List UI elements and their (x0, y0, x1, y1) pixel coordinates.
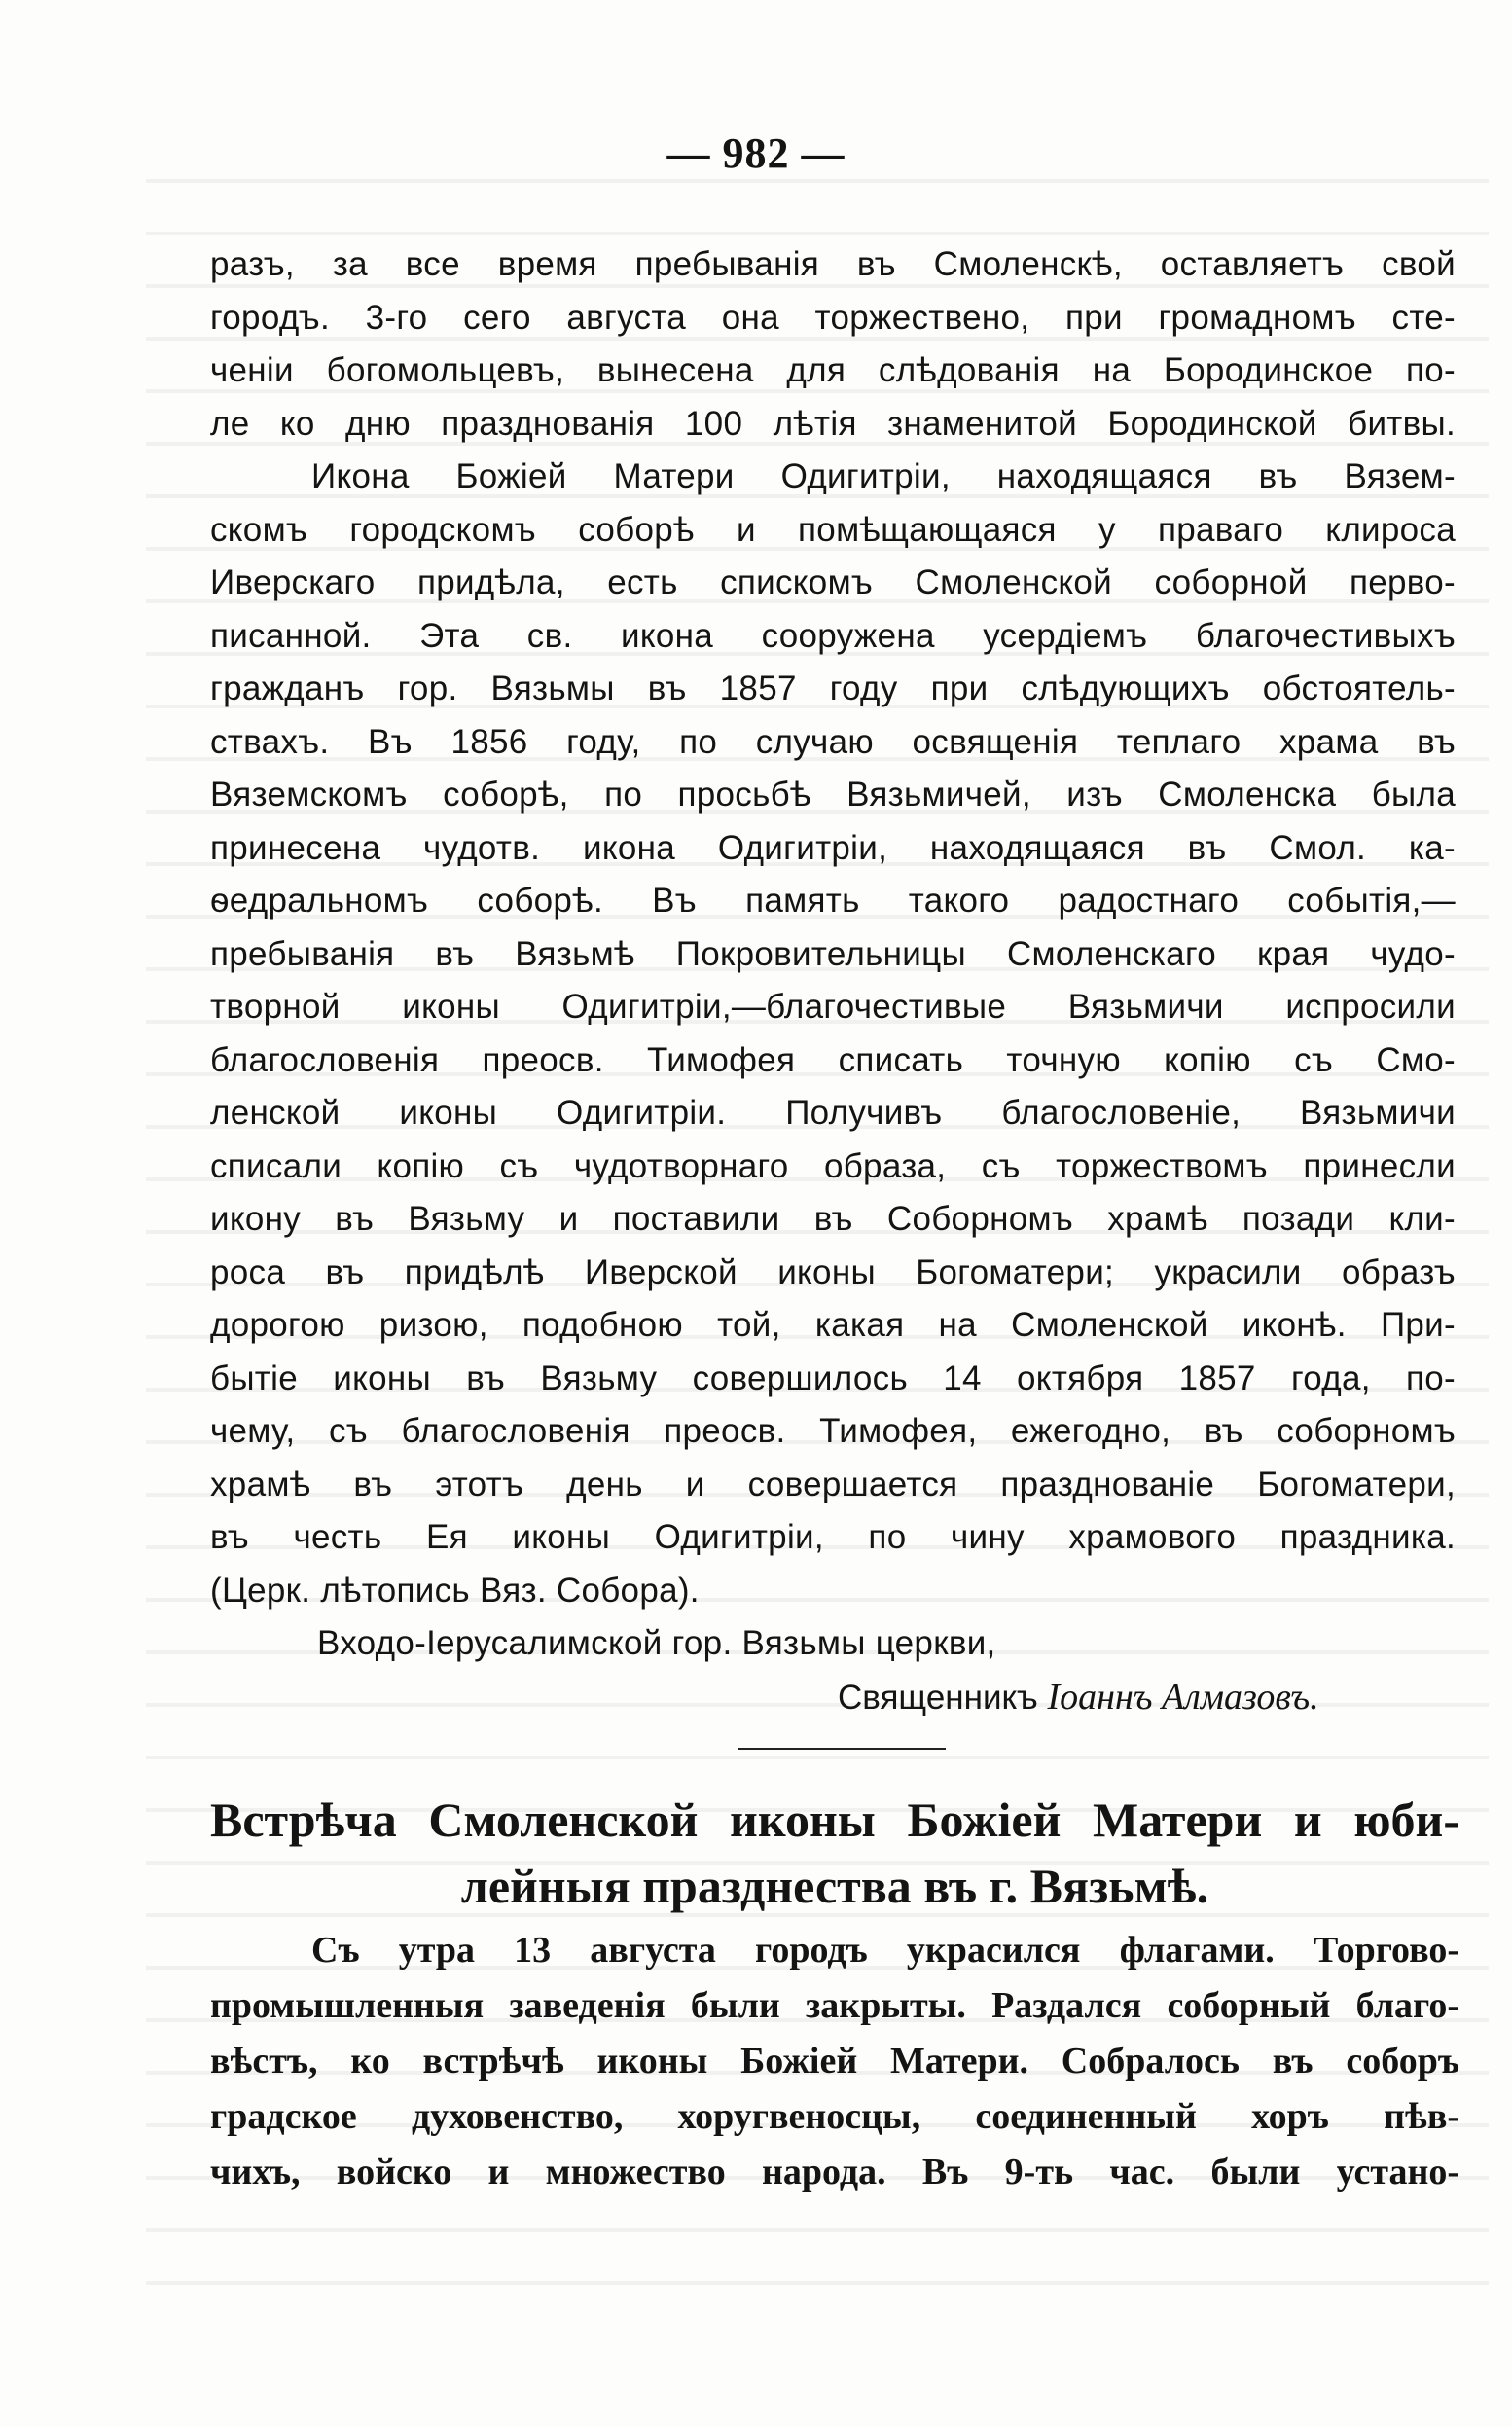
body-line: писанной. Эта св. икона сооружена усердіемъ благочестивыхъ (210, 616, 1456, 655)
body-line: скомъ городскомъ соборѣ и помѣщающаяся у праваго клироса (210, 510, 1456, 549)
body-line: чему, съ благословенія преосв. Тимофея, ежегодно, въ соборномъ (210, 1412, 1456, 1450)
body-line: благословенія преосв. Тимофея списать точную копію съ Смо- (210, 1040, 1456, 1079)
section-divider (738, 1748, 946, 1750)
body-line: творной иконы Одигитріи,—благочестивые Вязьмичи испросили (210, 988, 1456, 1026)
heading-line: Встрѣча Смоленской иконы Божіей Матери и юби- (210, 1793, 1459, 1847)
body-line: Иверскаго придѣла, есть спискомъ Смоленской соборной перво- (210, 563, 1456, 601)
body-line: (Церк. лѣтопись Вяз. Собора). (210, 1571, 700, 1610)
body-line: списали копію съ чудотворнаго образа, съ торжествомъ принесли (210, 1146, 1456, 1185)
body-line: роса въ придѣлѣ Иверской иконы Богоматери; украсили образъ (210, 1252, 1456, 1291)
article-line: градское духовенство, хоругвеносцы, соединенный хоръ пѣв- (210, 2096, 1459, 2137)
article-line: вѣстъ, ко встрѣчѣ иконы Божіей Матери. Собралось въ соборъ (210, 2041, 1459, 2082)
body-line: Икона Божіей Матери Одигитріи, находящаяся въ Вязем- (311, 457, 1456, 495)
body-line: икону въ Вязьму и поставили въ Соборномъ храмѣ позади кли- (210, 1200, 1456, 1238)
body-line: ѳедральномъ соборѣ. Въ память такого радостнаго событія,— (210, 882, 1456, 920)
article-text (210, 1923, 1459, 2200)
body-line: гражданъ гор. Вязьмы въ 1857 году при слѣдующихъ обстоятель- (210, 670, 1456, 707)
page-number: — 982 — (666, 129, 846, 177)
body-line: въ честь Ея иконы Одигитріи, по чину храмового праздника. (210, 1518, 1456, 1556)
section-heading (210, 1787, 1459, 1919)
article-line: чихъ, войско и множество народа. Въ 9-ть час. были устано- (210, 2152, 1459, 2192)
heading-line: лейныя празднества въ г. Вязьмѣ. (460, 1859, 1209, 1913)
body-line: ленской иконы Одигитріи. Получивъ благословеніе, Вязьмичи (210, 1094, 1456, 1132)
body-line: Вяземскомъ соборѣ, по просьбѣ Вязьмичей, изъ Смоленска была (210, 776, 1456, 814)
article-line: промышленныя заведенія были закрыты. Раздался соборный благо- (210, 1985, 1459, 2026)
body-line: принесена чудотв. икона Одигитріи, находящаяся въ Смол. ка- (210, 828, 1456, 867)
body-line: бытіе иконы въ Вязьму совершилось 14 октября 1857 года, по- (210, 1358, 1456, 1397)
body-line: ченіи богомольцевъ, вынесена для слѣдованія на Бородинское по- (210, 351, 1456, 389)
article-line: Съ утра 13 августа городъ украсился флагами. Торгово- (311, 1930, 1459, 1971)
body-text (210, 238, 1456, 1723)
body-line: дорогою ризою, подобною той, какая на Смоленской иконѣ. При- (210, 1306, 1456, 1344)
body-line: ле ко дню празднованія 100 лѣтія знаменитой Бородинской битвы. (210, 404, 1456, 443)
signature (210, 1671, 1456, 1724)
body-line: ствахъ. Въ 1856 году, по случаю освященія теплаго храма въ (210, 722, 1456, 761)
closing-line: Входо-Іерусалимской гор. Вязьмы церкви, (317, 1624, 996, 1662)
signature-title: Священникъ (838, 1678, 1038, 1717)
signature-name: Іоаннъ Алмазовъ. (1047, 1676, 1319, 1718)
body-line: храмѣ въ этотъ день и совершается празднованіе Богоматери, (210, 1465, 1456, 1503)
body-line: городъ. 3-го сего августа она торжествено, при громадномъ сте- (210, 298, 1456, 337)
body-line: разъ, за все время пребыванія въ Смоленскѣ, оставляетъ свой (210, 245, 1456, 283)
body-line: пребыванія въ Вязьмѣ Покровительницы Смоленскаго края чудо- (210, 934, 1456, 973)
